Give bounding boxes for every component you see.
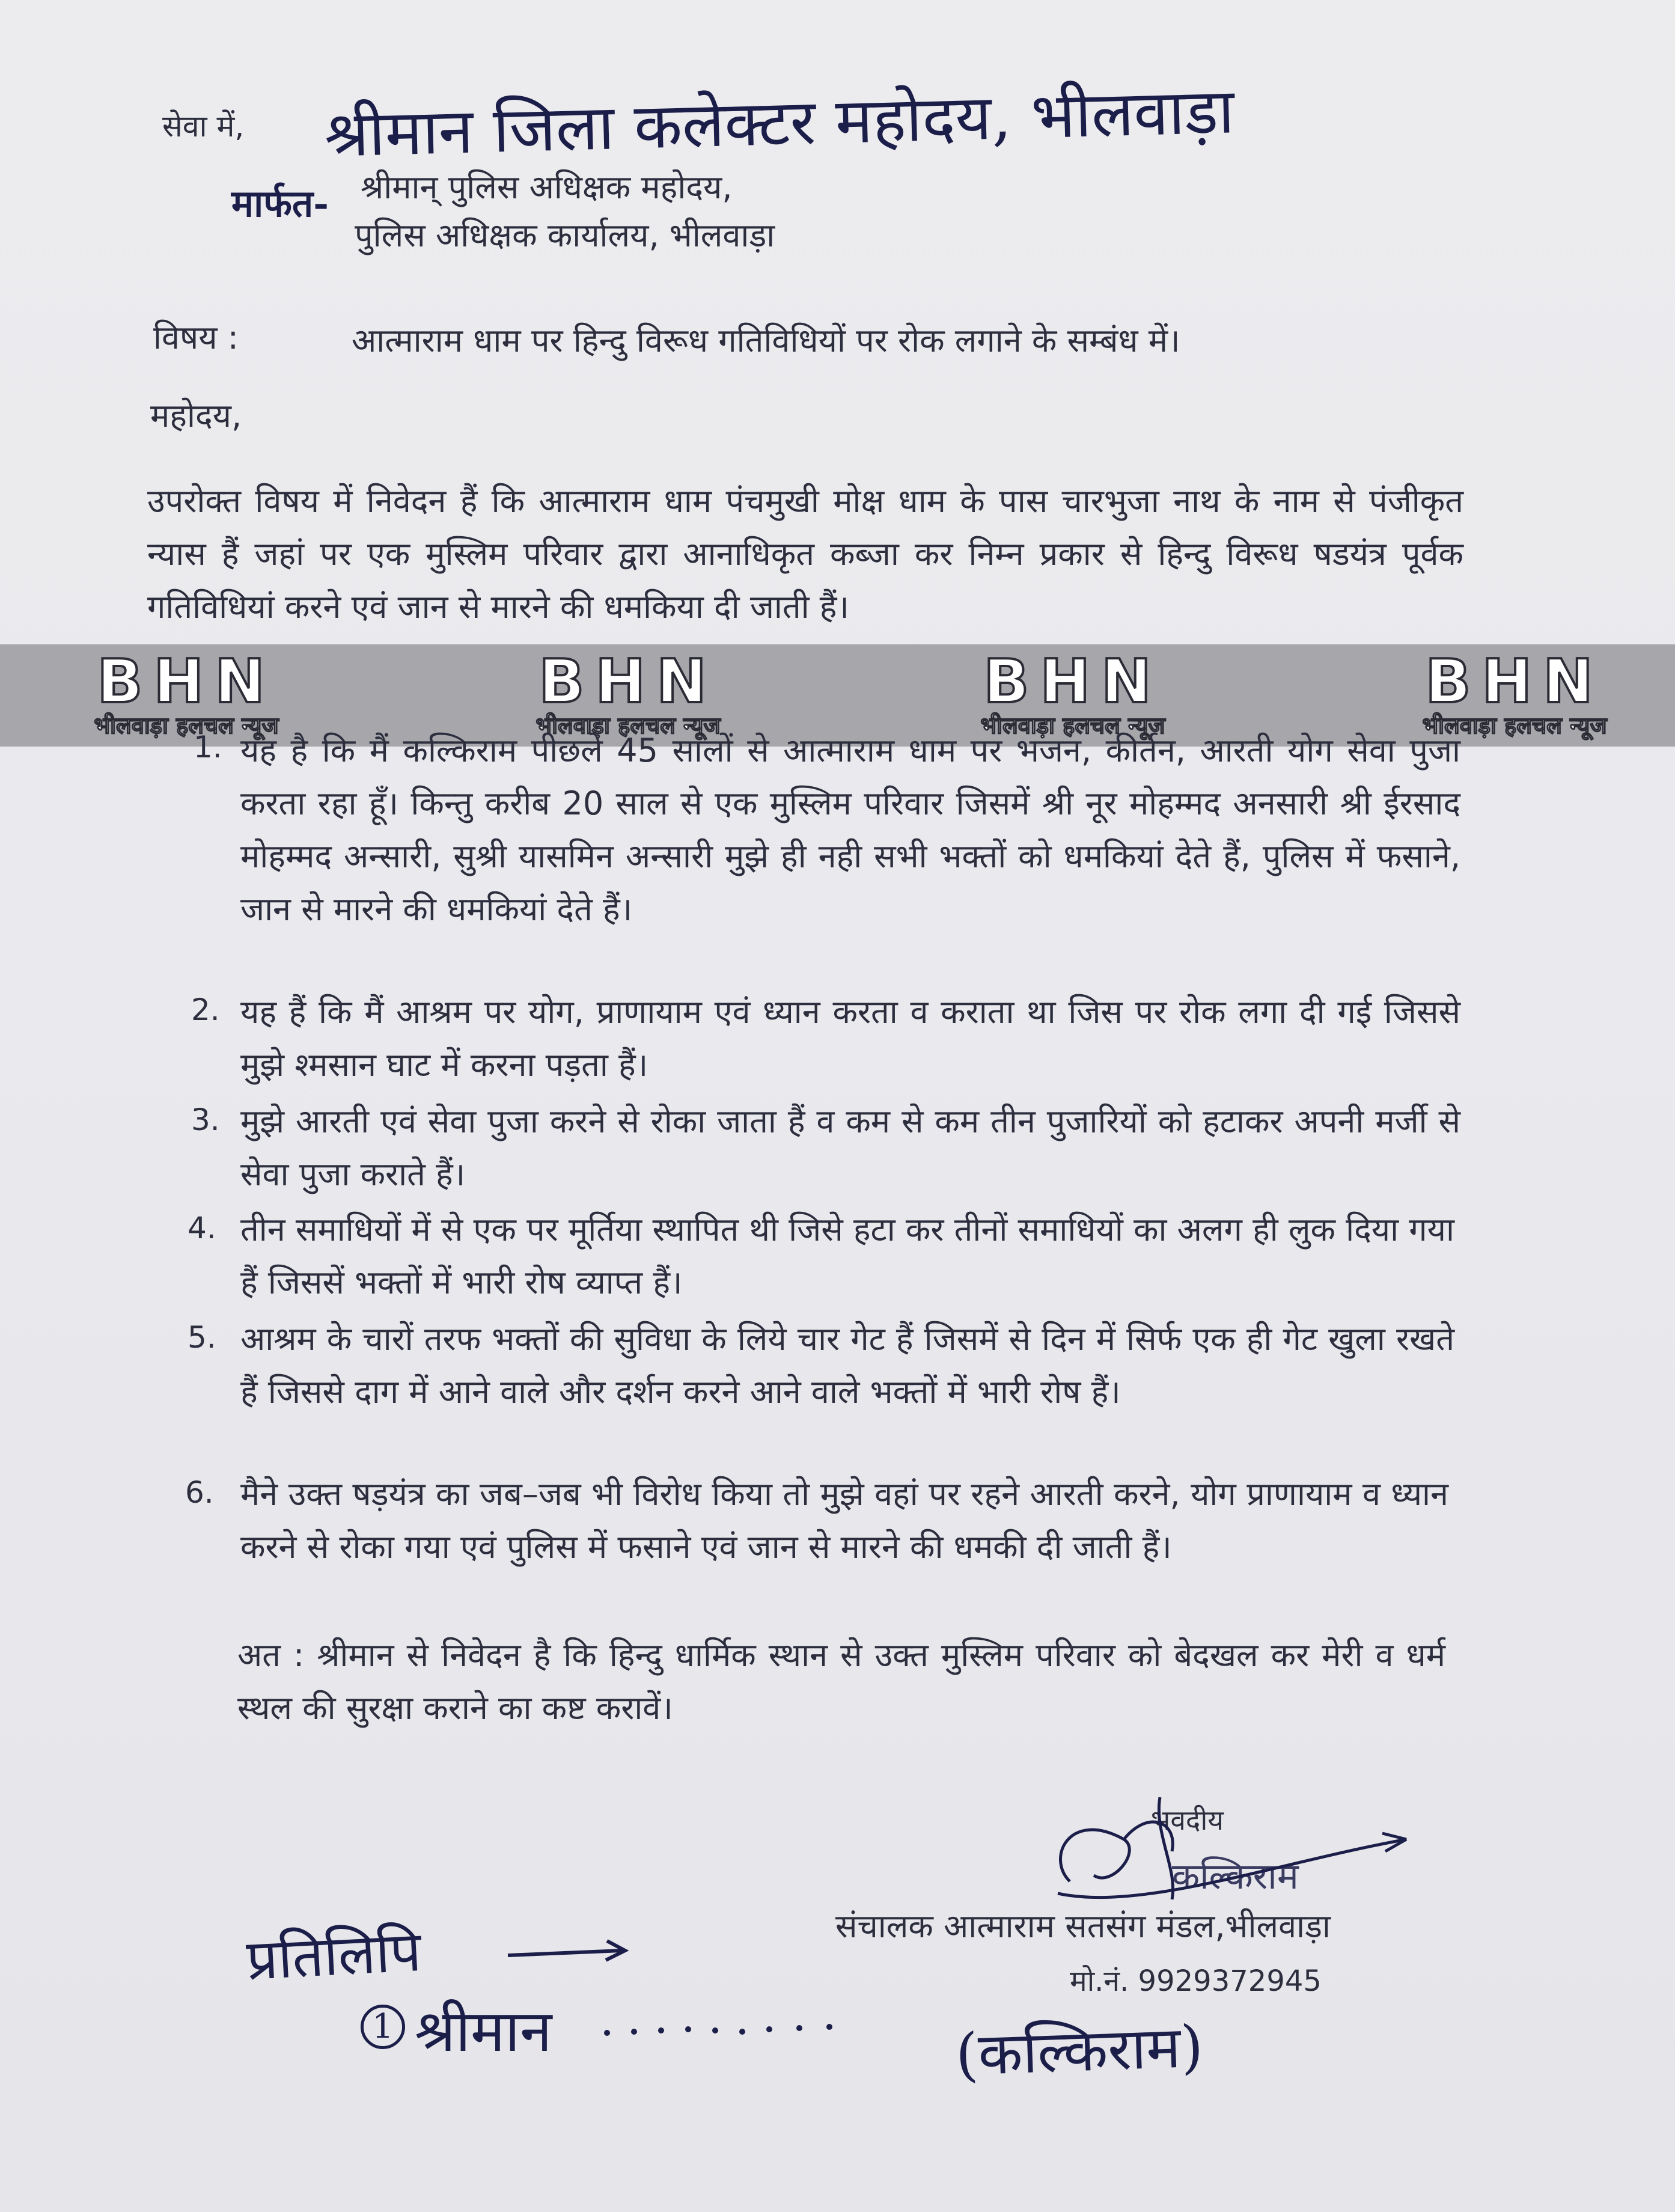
addressee-line1: श्रीमान् पुलिस अधिक्षक महोदय,	[361, 168, 733, 206]
closing-paragraph: अत : श्रीमान से निवेदन है कि हिन्दु धार्मिक स्थान से उक्त मुस्लिम परिवार को बेदखल कर मेरी व धर्म स्थल की सुरक्षा कराने का कष्ट करावें।	[237, 1636, 1445, 1727]
subject-label: विषय :	[153, 319, 239, 356]
point-text: मुझे आरती एवं सेवा पुजा करने से रोका जाता हैं व कम से कम तीन पुजारियों को हटाकर अपनी मर्जी से सेवा पुजा कराते हैं।	[240, 1102, 1460, 1193]
watermark-subtitle: भीलवाड़ा हलचल न्यूज	[535, 712, 721, 739]
addressee-line2: पुलिस अधिक्षक कार्यालय, भीलवाड़ा	[355, 216, 775, 254]
salutation: महोदय,	[150, 397, 242, 435]
handwritten-marfat: मार्फत-	[231, 182, 329, 225]
point-text: तीन समाधियों में से एक पर मूर्तिया स्थापित थी जिसे हटा कर तीनों समाधियों का अलग ही लुक दिया गया हैं जिससें भक्तों में भारी रोष व्याप्त हैं।	[240, 1211, 1454, 1301]
handwritten-pratilipi: प्रतिलिपि	[245, 1919, 423, 1993]
point-text: यह हैं कि मैं आश्रम पर योग, प्राणायाम एवं ध्यान करता व कराता था जिस पर रोक लगा दी गई जिससे मुझे श्मसान घाट में करना पड़ता हैं।	[240, 993, 1460, 1084]
watermark-logo: BHN	[983, 646, 1162, 716]
watermark-logo: BHN	[1425, 646, 1604, 716]
point-number: 6.	[185, 1475, 214, 1510]
watermark-subtitle: भीलवाड़ा हलचल न्यूज	[980, 712, 1165, 739]
subject-text: आत्माराम धाम पर हिन्दु विरूध गतिविधियों पर रोक लगाने के सम्बंध में।	[352, 322, 1180, 359]
point-text: आश्रम के चारों तरफ भक्तों की सुविधा के लिये चार गेट हैं जिसमें से दिन में सिर्फ एक ही गेट खुला रखते हैं जिससे दाग में आने वाले और दर्शन करने आने वाले भक्तों में भारी रोष हैं।	[240, 1320, 1454, 1411]
watermark-subtitle: भीलवाड़ा हलचल न्यूज	[1422, 712, 1607, 739]
handwritten-name: (कल्किराम)	[954, 2012, 1204, 2089]
point-number: 1.	[194, 730, 222, 765]
watermark-subtitle: भीलवाड़ा हलचल न्यूज	[94, 712, 279, 739]
seva-me-label: सेवा में,	[162, 109, 245, 144]
point-number: 5.	[188, 1320, 216, 1355]
copy-item-number: 1	[361, 2005, 405, 2049]
handwritten-addressee: श्रीमान जिला कलेक्टर महोदय, भीलवाड़ा	[323, 74, 1236, 171]
mobile-number: मो.नं. 9929372945	[1070, 1964, 1322, 1998]
intro-paragraph: उपरोक्त विषय में निवेदन हैं कि आत्माराम धाम पंचमुखी मोक्ष धाम के पास चारभुजा नाथ के नाम से पंजीकृत न्यास हैं जहां पर एक मुस्लिम परिवार द्वारा आनाधिकृत कब्जा कर निम्न प्रकार से हिन्दु विरूध षडयंत्र पूर्वक गतिविधियां करने एवं जान से मारने की धमकिया दी जाती हैं।	[147, 482, 1463, 626]
point-text: मैने उक्त षड़यंत्र का जब–जब भी विरोध किया तो मुझे वहां पर रहने आरती करने, योग प्राणायाम व ध्यान करने से रोका गया एवं पुलिस में फसाने एवं जान से मारने की धमकी दी जाती हैं।	[240, 1475, 1448, 1566]
point-text: यह है कि मैं कल्किराम पीछले 45 सालों से आत्माराम धाम पर भजन, कीर्तन, आरती योग सेवा पुजा करता रहा हूँ। किन्तु करीब 20 साल से एक मुस्लिम परिवार जिसमें श्री नूर मोहम्मद अनसारी श्री ईरसाद मोहम्मद अन्सारी, सुश्री यासमिन अन्सारी मुझे ही नही सभी भक्तों को धमकियां देते हैं, पुलिस में फसाने, जान से मारने की धमकियां देते हैं।	[240, 732, 1460, 928]
point-number: 4.	[188, 1211, 216, 1245]
watermark-logo: BHN	[97, 646, 276, 716]
dotted-line	[601, 2020, 859, 2050]
signature-name: कल्किराम	[1172, 1856, 1299, 1898]
arrow-icon	[505, 1932, 637, 1969]
point-number: 3.	[191, 1102, 220, 1137]
watermark-logo: BHN	[539, 646, 718, 716]
handwritten-shriman: श्रीमान	[415, 1997, 552, 2065]
bhavdiya-label: भवदीय	[1151, 1804, 1224, 1836]
designation: संचालक आत्माराम सतसंग मंडल,भीलवाड़ा	[835, 1907, 1331, 1945]
point-number: 2.	[191, 992, 220, 1027]
